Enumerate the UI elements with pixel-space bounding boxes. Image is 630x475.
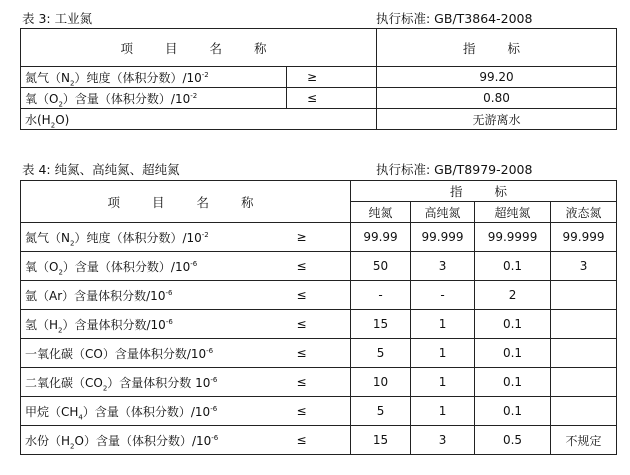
table-row [21, 88, 617, 109]
table-row [21, 368, 617, 397]
table-row [21, 426, 617, 455]
index-value: 0.1 [475, 368, 551, 397]
index-value: 99.9999 [475, 223, 551, 252]
relation-symbol: ≤ [287, 397, 351, 426]
index-value: 0.1 [475, 397, 551, 426]
grade-pure: 纯氮 [351, 202, 411, 223]
item-name: 一氧化碳（CO）含量体积分数$/10^{-6}$ [21, 339, 287, 368]
table3 [20, 28, 617, 130]
index-value: 99.99 [351, 223, 411, 252]
index-value: 99.999 [411, 223, 475, 252]
table4-header-index: 指 标 [351, 181, 617, 202]
index-value: 0.1 [475, 252, 551, 281]
index-value: 10 [351, 368, 411, 397]
index-value: 0.5 [475, 426, 551, 455]
index-value: 3 [411, 252, 475, 281]
index-value [551, 397, 617, 426]
table-row [21, 397, 617, 426]
index-value: 2 [475, 281, 551, 310]
index-value: 无游离水 [377, 109, 617, 130]
table-row [21, 109, 617, 130]
item-name: 氮气$(N_2)$纯度（体积分数）$/10^{-2}$ [21, 67, 287, 88]
item-name: 水$(H_2O)$ [21, 109, 377, 130]
index-value: 15 [351, 426, 411, 455]
item-name: 水份$(H_2O)$含量（体积分数）$/10^{-6}$ [21, 426, 287, 455]
table-row [21, 223, 617, 252]
relation-symbol: ≤ [287, 281, 351, 310]
item-name: 氩（Ar）含量体积分数$/10^{-6}$ [21, 281, 287, 310]
table-row [21, 310, 617, 339]
index-value: 99.999 [551, 223, 617, 252]
item-name: 氮气$(N_2)$纯度（体积分数）$/10^{-2}$ [21, 223, 287, 252]
relation-symbol: ≥ [287, 67, 377, 88]
table3-standard: 执行标准: GB/T3864-2008 [376, 11, 533, 26]
grade-high-pure: 高纯氮 [411, 202, 475, 223]
relation-symbol: ≤ [287, 88, 377, 109]
table4 [20, 180, 617, 455]
table4-header-row [21, 181, 617, 202]
index-value: 1 [411, 368, 475, 397]
table3-caption: 表 3: 工业氮 [22, 11, 93, 26]
relation-symbol: ≤ [287, 339, 351, 368]
table3-header-item: 项 目 名 称 [21, 29, 377, 67]
index-value: 99.20 [377, 67, 617, 88]
index-value [551, 281, 617, 310]
table3-header-row [21, 29, 617, 67]
index-value: 5 [351, 339, 411, 368]
table-row [21, 339, 617, 368]
index-value: 不规定 [551, 426, 617, 455]
relation-symbol: ≤ [287, 426, 351, 455]
grade-liquid: 液态氮 [551, 202, 617, 223]
item-name: 氧$(O_2)$含量（体积分数）$/10^{-6}$ [21, 252, 287, 281]
index-value [551, 310, 617, 339]
index-value [551, 368, 617, 397]
table4-caption: 表 4: 纯氮、高纯氮、超纯氮 [22, 162, 180, 177]
index-value: 5 [351, 397, 411, 426]
index-value: 3 [551, 252, 617, 281]
item-name: 甲烷$(CH_4)$含量（体积分数）$/10^{-6}$ [21, 397, 287, 426]
index-value: 1 [411, 397, 475, 426]
grade-ultra-pure: 超纯氮 [475, 202, 551, 223]
index-value: 1 [411, 339, 475, 368]
index-value: 0.1 [475, 339, 551, 368]
index-value: 0.80 [377, 88, 617, 109]
index-value: - [411, 281, 475, 310]
index-value: 1 [411, 310, 475, 339]
index-value: 3 [411, 426, 475, 455]
index-value: 0.1 [475, 310, 551, 339]
item-name: 二氧化碳$(CO_2)$含量体积分数 $10^{-6}$ [21, 368, 287, 397]
relation-symbol: ≤ [287, 252, 351, 281]
item-name: 氢$(H_2)$含量体积分数$/10^{-6}$ [21, 310, 287, 339]
item-name: 氧$(O_2)$含量（体积分数）$/10^{-2}$ [21, 88, 287, 109]
table-row [21, 67, 617, 88]
relation-symbol: ≤ [287, 310, 351, 339]
index-value: 15 [351, 310, 411, 339]
table4-header-item: 项 目 名 称 [21, 181, 351, 223]
table-row [21, 252, 617, 281]
index-value: 50 [351, 252, 411, 281]
table4-standard: 执行标准: GB/T8979-2008 [376, 162, 533, 177]
index-value: - [351, 281, 411, 310]
table-row [21, 281, 617, 310]
index-value [551, 339, 617, 368]
relation-symbol: ≥ [287, 223, 351, 252]
relation-symbol: ≤ [287, 368, 351, 397]
table3-header-index: 指 标 [377, 29, 617, 67]
